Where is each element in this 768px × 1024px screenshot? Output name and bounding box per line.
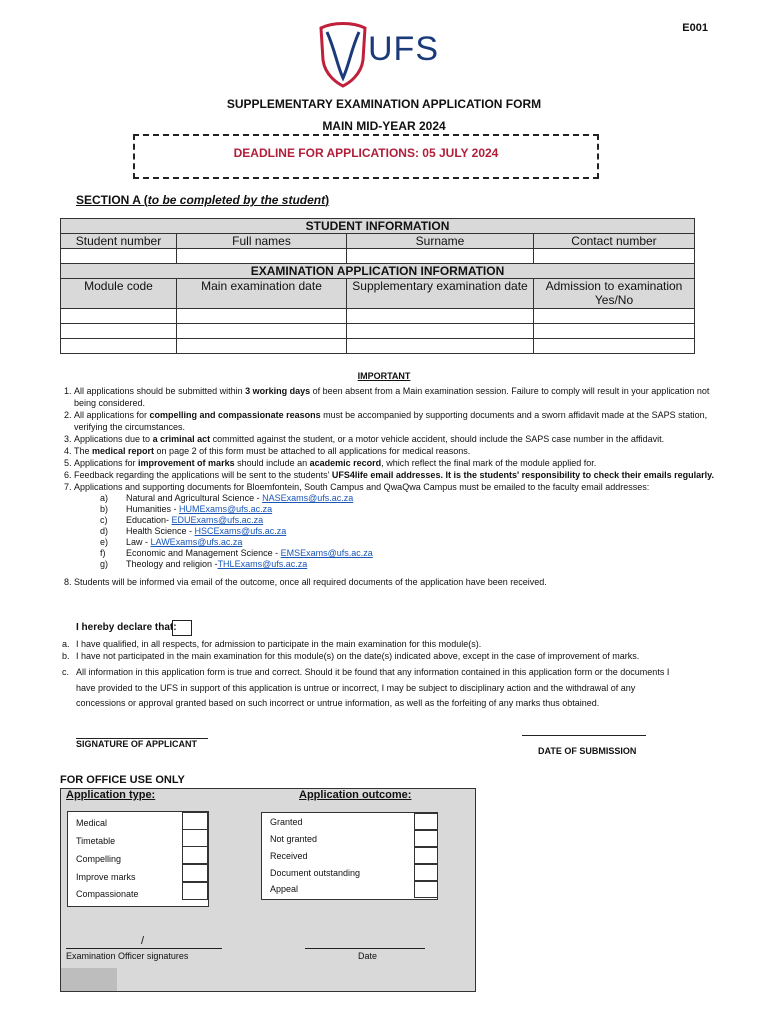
date-submission-label: DATE OF SUBMISSION xyxy=(538,746,637,756)
date-submission-line[interactable] xyxy=(522,735,646,736)
module-code-field[interactable] xyxy=(61,324,177,339)
important-list xyxy=(60,385,714,588)
declaration-c-line2: have provided to the UFS in support of this application is untrue or incorrect, I may be subject to disciplinary action and the withdrawal of any xyxy=(76,683,636,693)
outcome-not-granted-checkbox[interactable] xyxy=(414,830,438,847)
outcome-outstanding-label: Document outstanding xyxy=(270,868,361,878)
type-compelling-checkbox[interactable] xyxy=(182,846,208,864)
admission-field[interactable] xyxy=(534,339,695,354)
form-code: E001 xyxy=(682,22,708,34)
outcome-appeal-checkbox[interactable] xyxy=(414,881,438,898)
main-date-field[interactable] xyxy=(177,309,347,324)
rule-item: 5. Applications for improvement of marks should include an academic record, which reflect the final mark of the module applied for. xyxy=(74,457,714,469)
declaration-b: b. I have not participated in the main examination for this module(s) on the date(s) indicated above, except in the case of improvement of marks. xyxy=(62,651,640,661)
faculty-item: c) Education- EDUExams@ufs.ac.za xyxy=(100,515,264,525)
logo-text: UFS xyxy=(368,30,439,68)
col-admission: Admission to examination Yes/No xyxy=(534,279,695,309)
faculty-list xyxy=(74,493,714,570)
rule-item: 3. Applications due to a criminal act committed against the student, or a motor vehicle accident, should include the SAPS case number in the affidavit. xyxy=(74,433,714,445)
outcome-appeal-label: Appeal xyxy=(270,884,299,894)
type-compassionate-label: Compassionate xyxy=(76,889,139,899)
col-supp-exam-date: Supplementary examination date xyxy=(347,279,534,309)
outcome-granted-label: Granted xyxy=(270,817,303,827)
section-a-italic: to be completed by the student xyxy=(147,193,326,207)
student-info-heading: STUDENT INFORMATION xyxy=(61,219,695,234)
office-grey-cell xyxy=(61,968,117,991)
supp-date-field[interactable] xyxy=(347,339,534,354)
outcome-received-label: Received xyxy=(270,851,308,861)
col-student-number: Student number xyxy=(61,234,177,249)
col-full-names: Full names xyxy=(177,234,347,249)
faculty-email-link[interactable]: LAWExams@ufs.ac.za xyxy=(150,537,243,547)
type-timetable-checkbox[interactable] xyxy=(182,829,208,847)
col-module-code: Module code xyxy=(61,279,177,309)
faculty-email-link[interactable]: EDUExams@ufs.ac.za xyxy=(171,515,264,525)
rule-item: 6. Feedback regarding the applications will be sent to the students' UFS4life email addresses. It is the students' responsibility to check their emails regularly. xyxy=(74,469,714,481)
outcome-granted-checkbox[interactable] xyxy=(414,813,438,830)
full-names-field[interactable] xyxy=(177,249,347,264)
faculty-item: f) Economic and Management Science - EMSExams@ufs.ac.za xyxy=(100,548,373,558)
surname-field[interactable] xyxy=(347,249,534,264)
faculty-email-link[interactable]: NASExams@ufs.ac.za xyxy=(262,493,354,503)
admission-field[interactable] xyxy=(534,309,695,324)
office-date-line[interactable] xyxy=(305,948,425,949)
officer-signature-label: Examination Officer signatures xyxy=(66,951,189,961)
declaration-c: c. All information in this application form is true and correct. Should it be found that any information contained in this application form or the documents I xyxy=(62,667,670,677)
faculty-item: e) Law - LAWExams@ufs.ac.za xyxy=(100,537,243,547)
rule-item: 7. Applications and supporting documents for Bloemfontein, South Campus and QwaQwa Campus must be emailed to the faculty email addresses: a) Natural and Agricultural Science - NASExams@ufs.ac.za b) Humanities - HUMExams@ufs.ac.za c) Education- EDUExams@ufs.ac.za d) Health Science - HSCExams@ufs.ac.za e) Law - LAWExams@ufs.ac.za f) Economic and Management Science - EMSExams@ufs.ac.za g) Theology and religion -THLExams@ufs.ac.za xyxy=(74,481,714,570)
deadline-text: DEADLINE FOR APPLICATIONS: 05 JULY 2024 xyxy=(233,146,499,160)
officer-signature-line[interactable] xyxy=(66,948,222,949)
faculty-item: b) Humanities - HUMExams@ufs.ac.za xyxy=(100,504,273,514)
type-compelling-label: Compelling xyxy=(76,854,122,864)
main-date-field[interactable] xyxy=(177,339,347,354)
type-improve-checkbox[interactable] xyxy=(182,864,208,882)
supp-date-field[interactable] xyxy=(347,309,534,324)
outcome-received-checkbox[interactable] xyxy=(414,847,438,864)
supp-date-field[interactable] xyxy=(347,324,534,339)
type-timetable-label: Timetable xyxy=(76,836,116,846)
form-title: SUPPLEMENTARY EXAMINATION APPLICATION FORM xyxy=(226,97,542,111)
student-info-table xyxy=(60,218,695,354)
signature-label: SIGNATURE OF APPLICANT xyxy=(76,739,197,749)
section-a-heading xyxy=(76,193,329,207)
contact-number-field[interactable] xyxy=(534,249,695,264)
outcome-not-granted-label: Not granted xyxy=(270,834,318,844)
faculty-item: g) Theology and religion -THLExams@ufs.ac.za xyxy=(100,559,308,569)
type-medical-checkbox[interactable] xyxy=(182,812,208,830)
exam-info-heading: EXAMINATION APPLICATION INFORMATION xyxy=(61,264,695,279)
office-title: FOR OFFICE USE ONLY xyxy=(60,774,185,786)
office-date-label: Date xyxy=(358,951,378,961)
type-improve-label: Improve marks xyxy=(76,872,136,882)
app-type-heading: Application type: xyxy=(66,789,156,801)
col-contact-number: Contact number xyxy=(534,234,695,249)
module-code-field[interactable] xyxy=(61,309,177,324)
outcome-outstanding-checkbox[interactable] xyxy=(414,864,438,881)
signature-slash: / xyxy=(141,935,145,947)
faculty-item: d) Health Science - HSCExams@ufs.ac.za xyxy=(100,526,287,536)
declaration-a: a. I have qualified, in all respects, for admission to participate in the main examination for this module(s). xyxy=(62,639,482,649)
admission-field[interactable] xyxy=(534,324,695,339)
form-subtitle: MAIN MID-YEAR 2024 xyxy=(322,119,446,133)
type-medical-label: Medical xyxy=(76,818,108,828)
section-a-close: ) xyxy=(325,193,330,207)
section-a-label: SECTION A ( xyxy=(76,193,148,207)
faculty-email-link[interactable]: HSCExams@ufs.ac.za xyxy=(194,526,287,536)
declare-checkbox[interactable] xyxy=(172,620,192,636)
app-outcome-heading: Application outcome: xyxy=(299,789,412,801)
rule-item: 1. All applications should be submitted within 3 working days of been absent from a Main examination session. Failure to comply will result in your application not being considered. xyxy=(74,385,714,409)
rule-item: 2. All applications for compelling and compassionate reasons must be accompanied by supporting documents and a sworn affidavit made at the SAPS station, verifying the circumstances. xyxy=(74,409,714,433)
module-code-field[interactable] xyxy=(61,339,177,354)
faculty-email-link[interactable]: HUMExams@ufs.ac.za xyxy=(179,504,273,514)
faculty-email-link[interactable]: EMSExams@ufs.ac.za xyxy=(280,548,373,558)
important-heading: IMPORTANT xyxy=(357,371,411,381)
main-date-field[interactable] xyxy=(177,324,347,339)
rule-item: 4. The medical report on page 2 of this form must be attached to all applications for medical reasons. xyxy=(74,445,714,457)
declaration-c-line3: concessions or approval granted based on such incorrect or untrue information, as well as the forfeiting of any marks thus obtained. xyxy=(76,698,600,708)
faculty-email-link[interactable]: THLExams@ufs.ac.za xyxy=(217,559,308,569)
student-number-field[interactable] xyxy=(61,249,177,264)
declare-label: I hereby declare that: xyxy=(76,622,177,633)
rule-item: 8. Students will be informed via email of the outcome, once all required documents of the application have been received. xyxy=(74,576,714,588)
col-main-exam-date: Main examination date xyxy=(177,279,347,309)
type-compassionate-checkbox[interactable] xyxy=(182,882,208,900)
col-surname: Surname xyxy=(347,234,534,249)
faculty-item: a) Natural and Agricultural Science - NASExams@ufs.ac.za xyxy=(100,493,354,503)
ufs-shield-icon xyxy=(313,20,373,88)
